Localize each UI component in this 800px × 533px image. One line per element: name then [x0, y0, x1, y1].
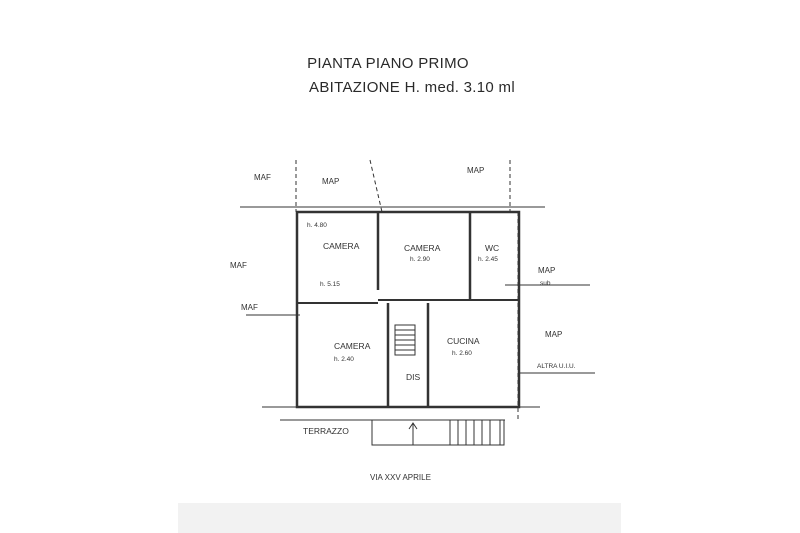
neighbor-label: MAF: [241, 303, 258, 312]
dashed-line-center: [370, 160, 382, 212]
room-height: h. 2.90: [410, 256, 430, 263]
room-height: h. 2.40: [334, 356, 354, 363]
room-name-camera: CAMERA: [334, 341, 371, 351]
footer-strip: [178, 503, 621, 533]
neighbor-label: MAP: [322, 177, 340, 186]
room-name-cucina: CUCINA: [447, 336, 480, 346]
room-height: h. 4.80: [307, 222, 327, 229]
room-height: h. 2.60: [452, 350, 472, 357]
neighbor-label: MAP: [538, 266, 556, 275]
room-height: h. 5.15: [320, 281, 340, 288]
neighbor-label: MAF: [230, 261, 247, 270]
neighbor-label: MAP: [467, 166, 485, 175]
plan-subtitle: ABITAZIONE H. med. 3.10 ml: [309, 79, 515, 96]
plan-title: PIANTA PIANO PRIMO: [307, 55, 469, 72]
room-name-dis: DIS: [406, 372, 421, 382]
street-name: VIA XXV APRILE: [370, 473, 431, 482]
room-name-camera: CAMERA: [323, 241, 360, 251]
neighbor-label: ALTRA U.I.U.: [537, 363, 576, 370]
room-name-terrazzo: TERRAZZO: [303, 426, 349, 436]
room-name-camera: CAMERA: [404, 243, 441, 253]
terrace-outline: [372, 420, 504, 445]
neighbor-label: MAP: [545, 330, 563, 339]
neighbor-label: MAF: [254, 173, 271, 182]
neighbor-sub-label: sub: [540, 280, 551, 287]
room-height: h. 2.45: [478, 256, 498, 263]
room-name-wc: WC: [485, 243, 500, 253]
